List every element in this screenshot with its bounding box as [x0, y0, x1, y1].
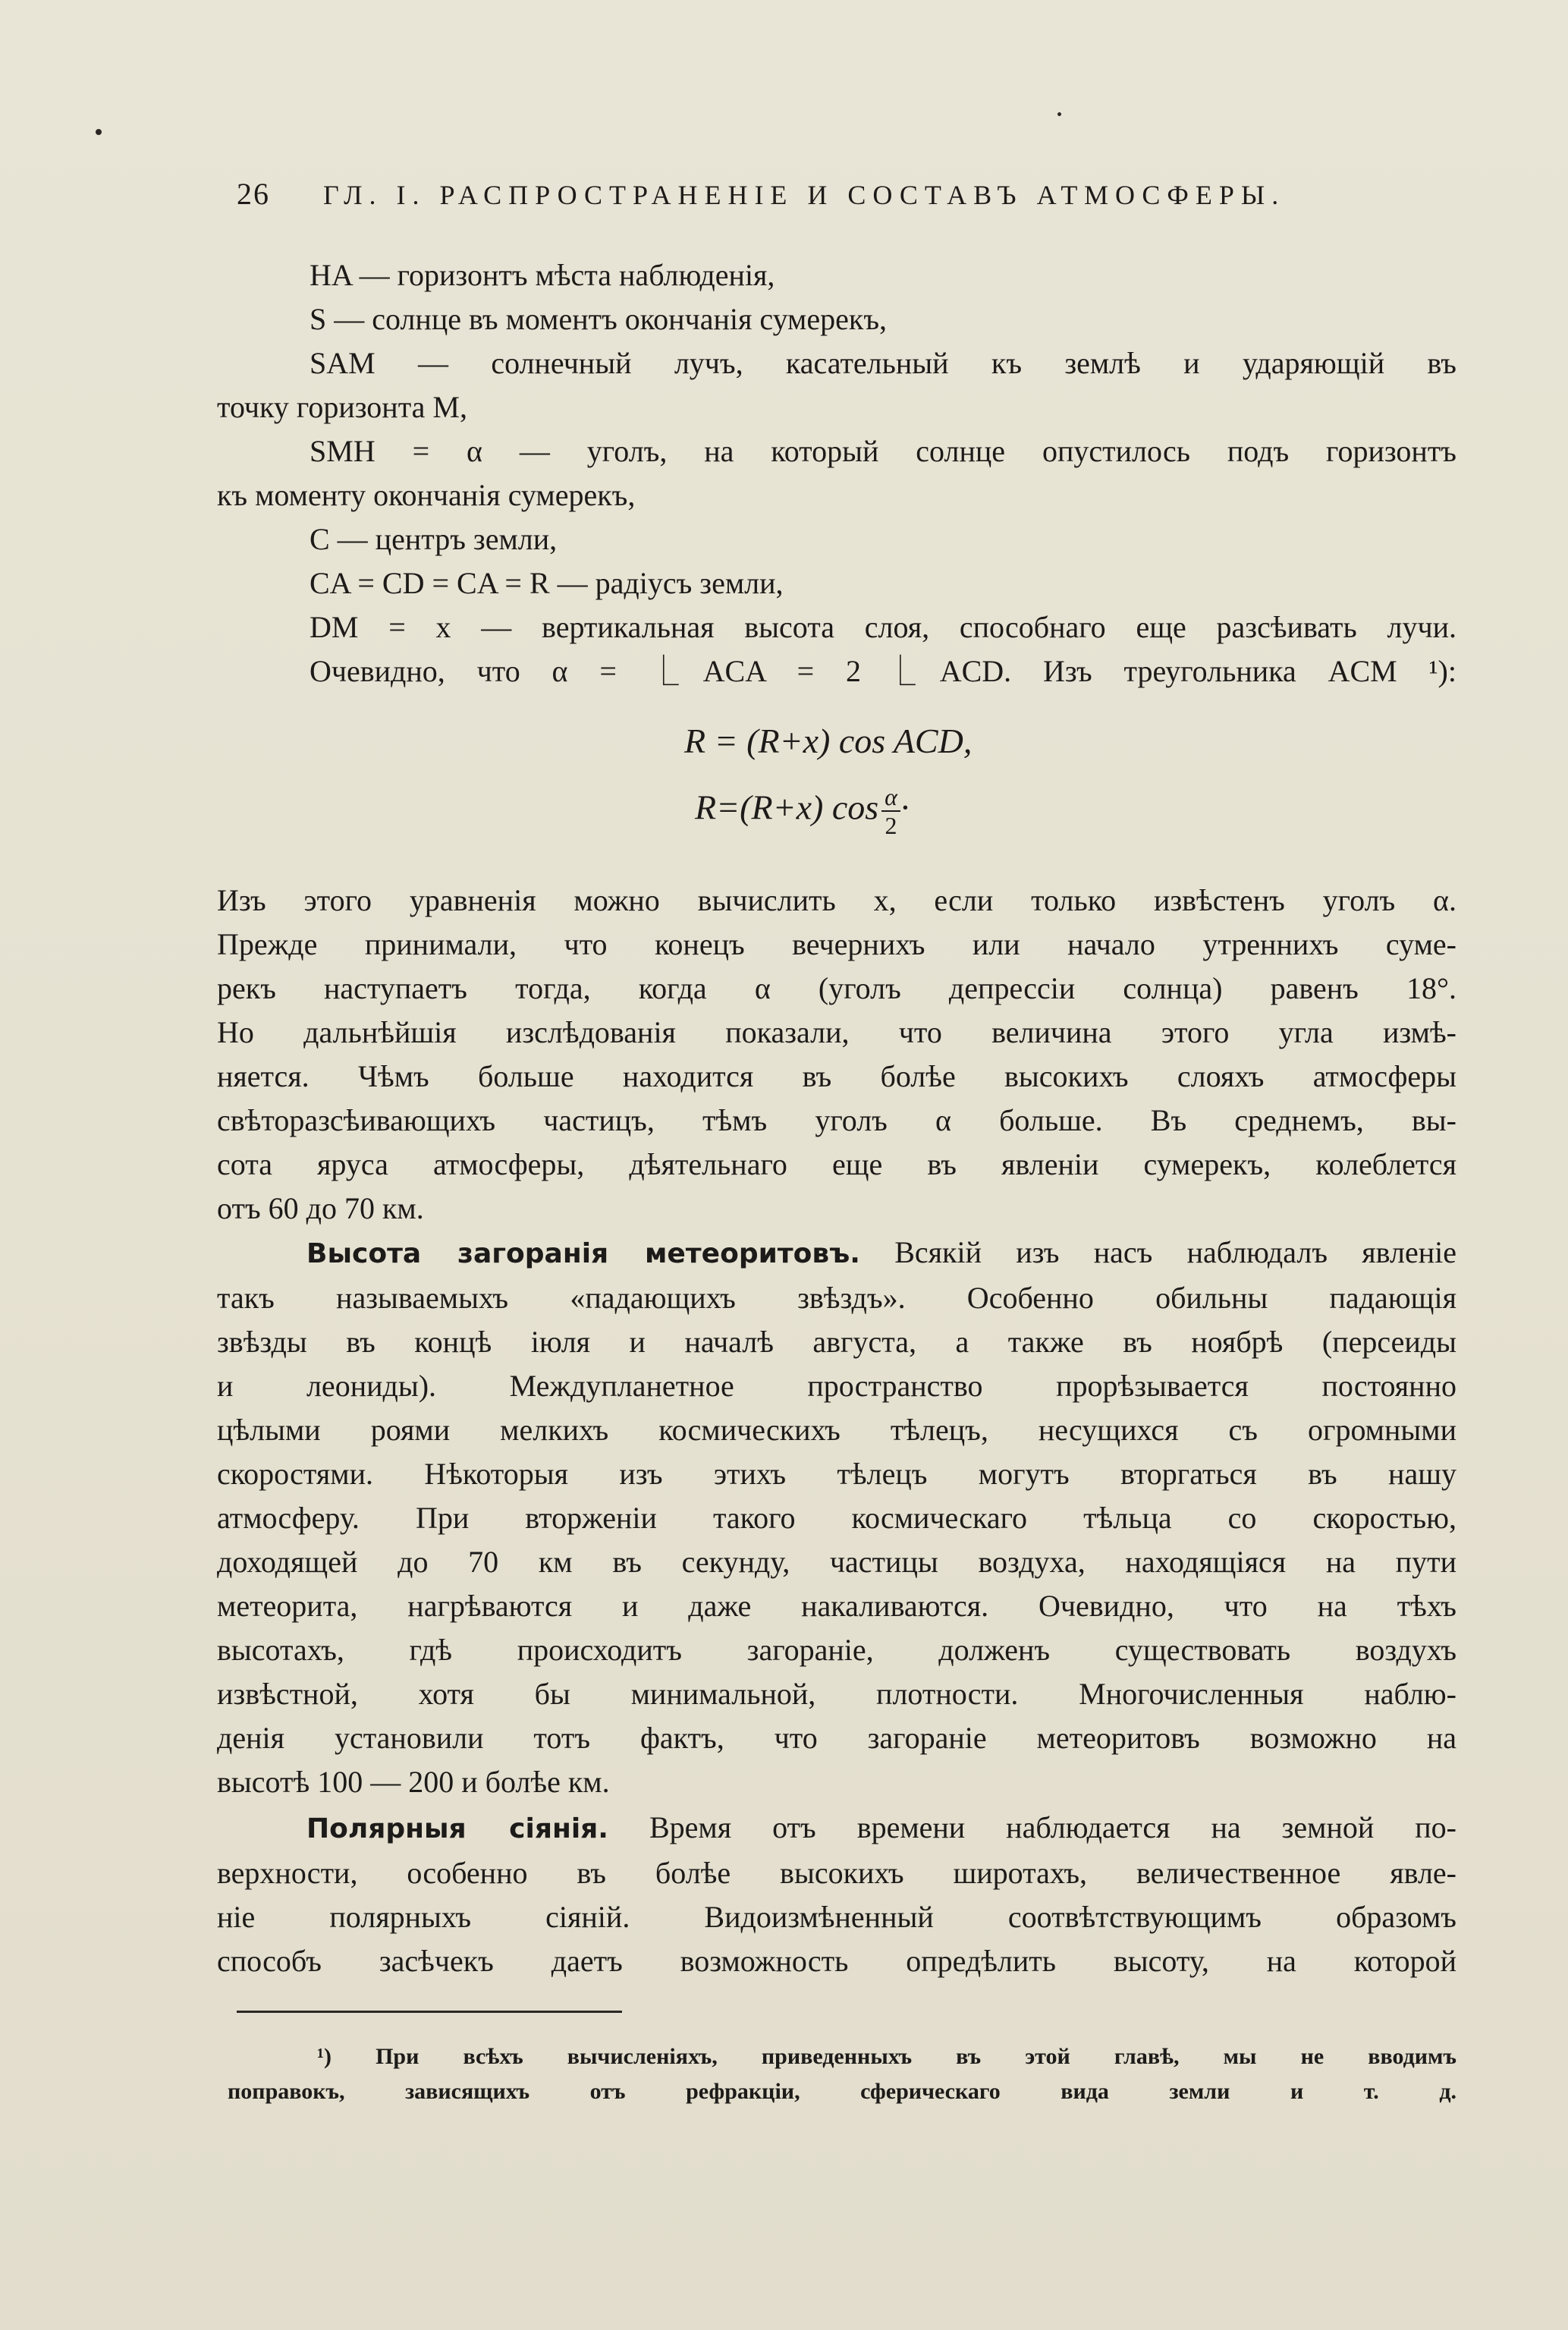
text-line: высотахъ, гдѣ происходитъ загораніе, долженъ существовать воздухъ [217, 1633, 1456, 1667]
text-line [217, 1806, 1456, 1851]
text-line: свѣторазсѣивающихъ частицъ, тѣмъ уголъ α больше. Въ среднемъ, вы- [217, 1103, 1456, 1137]
text-line: сота яруса атмосферы, дѣятельнаго еще въ явленіи сумерекъ, колеблется [217, 1147, 1456, 1181]
definition-line: HA — горизонтъ мѣста наблюденія, [310, 258, 775, 292]
definitions-block [217, 253, 1456, 693]
paragraph-twilight [217, 879, 1456, 1231]
text-line: рекъ наступаетъ тогда, когда α (уголъ депрессіи солнца) равенъ 18°. [217, 971, 1456, 1005]
heading-continuation: Всякій изъ насъ наблюдалъ явленіе [894, 1235, 1457, 1269]
text-line: ніе полярныхъ сіяній. Видоизмѣненный соотвѣтствующимъ образомъ [217, 1900, 1456, 1934]
definition-line: S — солнце въ моментъ окончанія сумерекъ, [310, 302, 887, 336]
text-line: Изъ этого уравненія можно вычислить x, если только извѣстенъ уголъ α. [217, 883, 1456, 917]
text-line: верхности, особенно въ болѣе высокихъ широтахъ, величественное явле- [217, 1856, 1456, 1890]
page-number: 26 [237, 177, 270, 211]
text-line: звѣзды въ концѣ іюля и началѣ августа, а также въ ноябрѣ (персеиды [217, 1325, 1456, 1359]
text-line: цѣлыми роями мелкихъ космическихъ тѣлецъ, несущихся съ огромными [217, 1413, 1456, 1447]
heading-continuation: Время отъ времени наблюдается на земной по- [649, 1810, 1456, 1844]
section-heading: Высота загоранія метеоритовъ. [306, 1238, 860, 1269]
fraction-numerator: α [881, 783, 900, 812]
formula-2-end: · [900, 788, 910, 827]
text-line: отъ 60 до 70 км. [217, 1191, 424, 1225]
formula-2-left: R=(R+x) cos [695, 788, 879, 827]
text-line: метеорита, нагрѣваются и даже накаливаются. Очевидно, что на тѣхъ [217, 1589, 1456, 1623]
definition-line: C — центръ земли, [310, 522, 558, 556]
fraction-denominator: 2 [885, 812, 897, 839]
print-speck [96, 129, 102, 135]
text-line: скоростями. Нѣкоторыя изъ этихъ тѣлецъ могутъ вторгаться въ нашу [217, 1457, 1456, 1491]
text-line: Прежде принимали, что конецъ вечернихъ или начало утреннихъ суме- [217, 927, 1456, 961]
definition-line: къ моменту окончанія сумерекъ, [217, 478, 636, 512]
footnote [228, 2039, 1456, 2109]
text-line: такъ называемыхъ «падающихъ звѣздъ». Особенно обильны падающія [217, 1281, 1456, 1315]
paragraph-meteors [217, 1231, 1456, 1804]
definition-line [217, 649, 1456, 693]
footnote-line: ¹) При всѣхъ вычисленіяхъ, приведенныхъ въ этой главѣ, мы не вводимъ [317, 2044, 1456, 2069]
text-line [217, 1231, 1456, 1276]
paragraph-aurora [217, 1806, 1456, 1983]
definition-line: CA = CD = CA = R — радіусъ земли, [310, 566, 784, 600]
text-line: доходящей до 70 км въ секунду, частицы воздуха, находящіяся на пути [217, 1545, 1456, 1579]
definition-line: SMH = α — уголъ, на который солнце опустилось подъ горизонтъ [310, 434, 1456, 468]
definition-line: точку горизонта M, [217, 390, 467, 424]
definition-line: DM = x — вертикальная высота слоя, способнаго еще разсѣивать лучи. [310, 610, 1456, 644]
footnote-rule [237, 2011, 622, 2013]
text-line: атмосферу. При вторженіи такого космическаго тѣльца со скоростью, [217, 1501, 1456, 1535]
formula-1: R = (R+x) cos ACD, [684, 722, 973, 760]
text-line: няется. Чѣмъ больше находится въ болѣе высокихъ слояхъ атмосферы [217, 1059, 1456, 1093]
fraction [881, 783, 900, 839]
print-speck [1057, 112, 1061, 116]
running-title: ГЛ. I. РАСПРОСТРАНЕНІЕ И СОСТАВЪ АТМОСФЕРЫ. [323, 180, 1286, 210]
text-line: денія установили тотъ фактъ, что загораніе метеоритовъ возможно на [217, 1721, 1456, 1755]
text-line: способъ засѣчекъ даетъ возможность опредѣлить высоту, на которой [217, 1944, 1456, 1978]
footnote-line: поправокъ, зависящихъ отъ рефракціи, сферическаго вида земли и т. д. [228, 2079, 1456, 2104]
text-line: и леониды). Междупланетное пространство прорѣзывается постоянно [217, 1369, 1456, 1403]
formula-2 [695, 783, 909, 839]
text-line: извѣстной, хотя бы минимальной, плотности. Многочисленныя наблю- [217, 1677, 1456, 1711]
definition-line: SAM — солнечный лучъ, касательный къ землѣ и ударяющій въ [310, 346, 1456, 380]
section-heading: Полярныя сіянія. [306, 1813, 608, 1844]
text-line: Но дальнѣйшія изслѣдованія показали, что величина этого угла измѣ- [217, 1015, 1456, 1049]
text-line: высотѣ 100 — 200 и болѣе км. [217, 1765, 610, 1799]
footnote-ref: ¹): [1428, 654, 1456, 688]
running-header [237, 176, 1367, 212]
obviously-line: Очевидно, что α = ⎿ACA = 2⎿ACD. Изъ треугольника ACM [310, 654, 1397, 688]
